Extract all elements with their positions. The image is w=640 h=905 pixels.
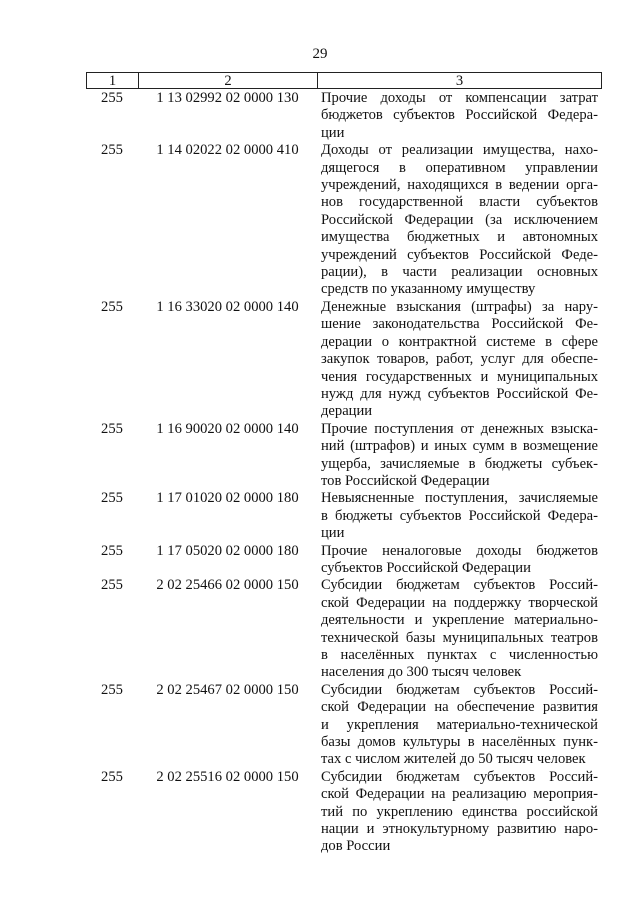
revenue-code: 1 14 02022 02 0000 410 xyxy=(156,142,299,159)
description-line: тий по укреплению единства российской xyxy=(321,803,598,820)
description-line: нужд для нужд субъектов Российской Фе- xyxy=(321,385,598,402)
description-line: ской Федерации на обеспечение развития xyxy=(321,699,598,716)
description-line: ции xyxy=(321,124,345,141)
table-row xyxy=(86,142,602,299)
revenue-code: 1 16 33020 02 0000 140 xyxy=(156,298,299,315)
description-line: субъектов Российской Федерации xyxy=(321,559,531,576)
description-line: Субсидии бюджетам субъектов Россий- xyxy=(321,768,598,785)
description-line: нации и этнокультурному развитию наро- xyxy=(321,821,598,838)
admin-code: 255 xyxy=(101,681,123,698)
description-line: Субсидии бюджетам субъектов Россий- xyxy=(321,681,598,698)
description-line: учреждений, находящихся в ведении орга- xyxy=(321,177,598,194)
description-line: технической базы муниципальных театров xyxy=(321,629,598,646)
description-line: учреждений субъектов Российской Феде- xyxy=(321,246,598,263)
revenue-code: 2 02 25466 02 0000 150 xyxy=(156,577,299,594)
revenue-code: 1 17 05020 02 0000 180 xyxy=(156,542,299,559)
description-line: шение законодательства Российской Фе- xyxy=(321,316,598,333)
table-row xyxy=(86,577,602,681)
admin-code: 255 xyxy=(101,90,123,106)
revenue-description xyxy=(317,577,598,681)
description-line: дящегося в оперативном управлении xyxy=(321,159,598,176)
description-line: деятельности и укрепление материально- xyxy=(321,612,598,629)
table-row xyxy=(86,90,602,142)
header-col-2: 2 xyxy=(139,73,318,88)
table-row xyxy=(86,543,602,578)
description-line: тов Российской Федерации xyxy=(321,472,490,489)
header-col-1: 1 xyxy=(87,73,139,88)
description-line: дерации xyxy=(321,403,373,420)
description-line: населения до 300 тысяч человек xyxy=(321,664,522,681)
description-line: средств по указанному имуществу xyxy=(321,281,536,298)
description-line: чения государственных и муниципальных xyxy=(321,368,598,385)
description-line: в бюджеты субъектов Российской Федера- xyxy=(321,507,598,524)
table-body xyxy=(86,90,602,856)
revenue-code: 2 02 25467 02 0000 150 xyxy=(156,681,299,698)
description-line: ции xyxy=(321,525,345,542)
description-line: Доходы от реализации имущества, нахо- xyxy=(321,142,598,159)
revenue-description xyxy=(317,490,598,542)
revenue-description xyxy=(317,682,598,769)
description-line: ской Федерации на реализацию мероприя- xyxy=(321,786,598,803)
description-line: рации), в части реализации основных xyxy=(321,264,598,281)
revenue-codes-table xyxy=(86,72,602,856)
admin-code: 255 xyxy=(101,142,123,159)
admin-code: 255 xyxy=(101,490,123,507)
table-row xyxy=(86,421,602,491)
revenue-description xyxy=(317,769,598,856)
admin-code: 255 xyxy=(101,542,123,559)
description-line: Прочие поступления от денежных взыска- xyxy=(321,420,598,437)
description-line: базы домов культуры в населённых пунк- xyxy=(321,734,598,751)
description-line: и укрепления материально-технической xyxy=(321,716,598,733)
page-number: 29 xyxy=(312,46,328,62)
description-line: бюджетов субъектов Российской Федера- xyxy=(321,107,598,124)
description-line: закупок товаров, работ, услуг для обеспе- xyxy=(321,351,598,368)
description-line: ний (штрафов) и иных сумм в возмещение xyxy=(321,438,598,455)
description-line: имущества бюджетных и автономных xyxy=(321,229,598,246)
admin-code: 255 xyxy=(101,768,123,785)
description-line: в населённых пунктах с численностью xyxy=(321,647,598,663)
header-col-3: 3 xyxy=(455,73,464,89)
revenue-description xyxy=(317,90,598,142)
description-line: нов государственной власти субъектов xyxy=(321,194,598,211)
revenue-description xyxy=(317,543,598,578)
description-line: Денежные взыскания (штрафы) за нару- xyxy=(321,298,598,315)
description-line: Субсидии бюджетам субъектов Россий- xyxy=(321,577,598,594)
revenue-description xyxy=(317,142,598,299)
description-line: дерации о контрактной системе в сфере xyxy=(321,333,598,350)
description-line: тах с числом жителей до 50 тысяч человек xyxy=(321,751,586,768)
revenue-code: 2 02 25516 02 0000 150 xyxy=(156,768,299,785)
admin-code: 255 xyxy=(101,420,123,437)
admin-code: 255 xyxy=(101,577,123,594)
table-row xyxy=(86,490,602,542)
revenue-description xyxy=(317,299,598,421)
revenue-code: 1 17 01020 02 0000 180 xyxy=(156,490,299,507)
revenue-code: 1 16 90020 02 0000 140 xyxy=(156,420,299,437)
table-row xyxy=(86,769,602,856)
table-row xyxy=(86,682,602,769)
admin-code: 255 xyxy=(101,298,123,315)
description-line: ущерба, зачисляемые в бюджеты субъек- xyxy=(321,455,598,472)
description-line: ской Федерации на поддержку творческой xyxy=(321,594,598,611)
description-line: Невыясненные поступления, зачисляемые xyxy=(321,490,598,507)
description-line: дов России xyxy=(321,838,391,855)
description-line: Российской Федерации (за исключением xyxy=(321,211,598,228)
description-line: Прочие неналоговые доходы бюджетов xyxy=(321,542,598,559)
table-row xyxy=(86,299,602,421)
revenue-code: 1 13 02992 02 0000 130 xyxy=(156,90,299,106)
table-header xyxy=(86,72,602,89)
revenue-description xyxy=(317,421,598,491)
description-line: Прочие доходы от компенсации затрат xyxy=(321,90,598,106)
